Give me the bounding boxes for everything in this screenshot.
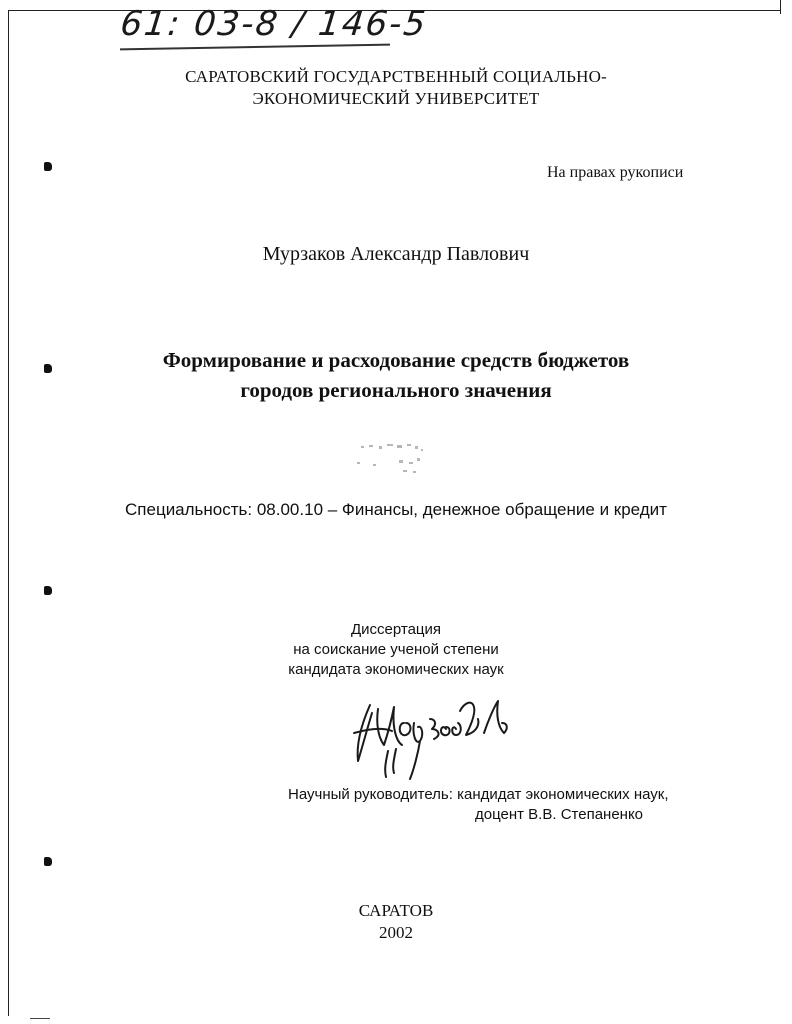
faint-library-stamp	[355, 440, 445, 483]
degree-line-1: Диссертация	[350, 621, 442, 638]
city-and-year	[0, 900, 792, 944]
manuscript-note: На правах рукописи	[547, 164, 684, 181]
title-line-1: Формирование и расходование средств бюджетов	[162, 348, 630, 372]
scientific-advisor	[288, 785, 728, 825]
city: САРАТОВ	[358, 901, 434, 920]
advisor-label: Научный руководитель:	[288, 786, 453, 803]
punch-hole-mark	[44, 857, 52, 866]
handwritten-archive-code: 61: 03-8 / 146-5	[118, 4, 430, 44]
author-name: Мурзаков Александр Павлович	[262, 243, 530, 265]
specialty: Специальность: 08.00.10 – Финансы, денежное обращение и кредит	[125, 500, 667, 519]
scan-frame-bottom	[30, 1018, 50, 1019]
degree-line-2: на соискание ученой степени	[293, 641, 499, 658]
punch-hole-mark	[44, 162, 52, 171]
author-signature	[348, 693, 518, 785]
degree-line-3: кандидата экономических наук	[288, 661, 504, 678]
advisor-degree: кандидат экономических наук,	[457, 786, 669, 803]
punch-hole-mark	[44, 586, 52, 595]
university-line-1: САРАТОВСКИЙ ГОСУДАРСТВЕННЫЙ СОЦИАЛЬНО-	[185, 67, 607, 86]
advisor-name: доцент В.В. Степаненко	[475, 806, 644, 823]
scan-frame-right	[780, 0, 781, 14]
university-line-2: ЭКОНОМИЧЕСКИЙ УНИВЕРСИТЕТ	[252, 89, 540, 108]
degree-statement	[0, 620, 792, 680]
university-name	[0, 66, 792, 110]
year: 2002	[379, 923, 413, 942]
dissertation-title	[0, 345, 792, 405]
title-line-2: городов регионального значения	[240, 378, 552, 402]
